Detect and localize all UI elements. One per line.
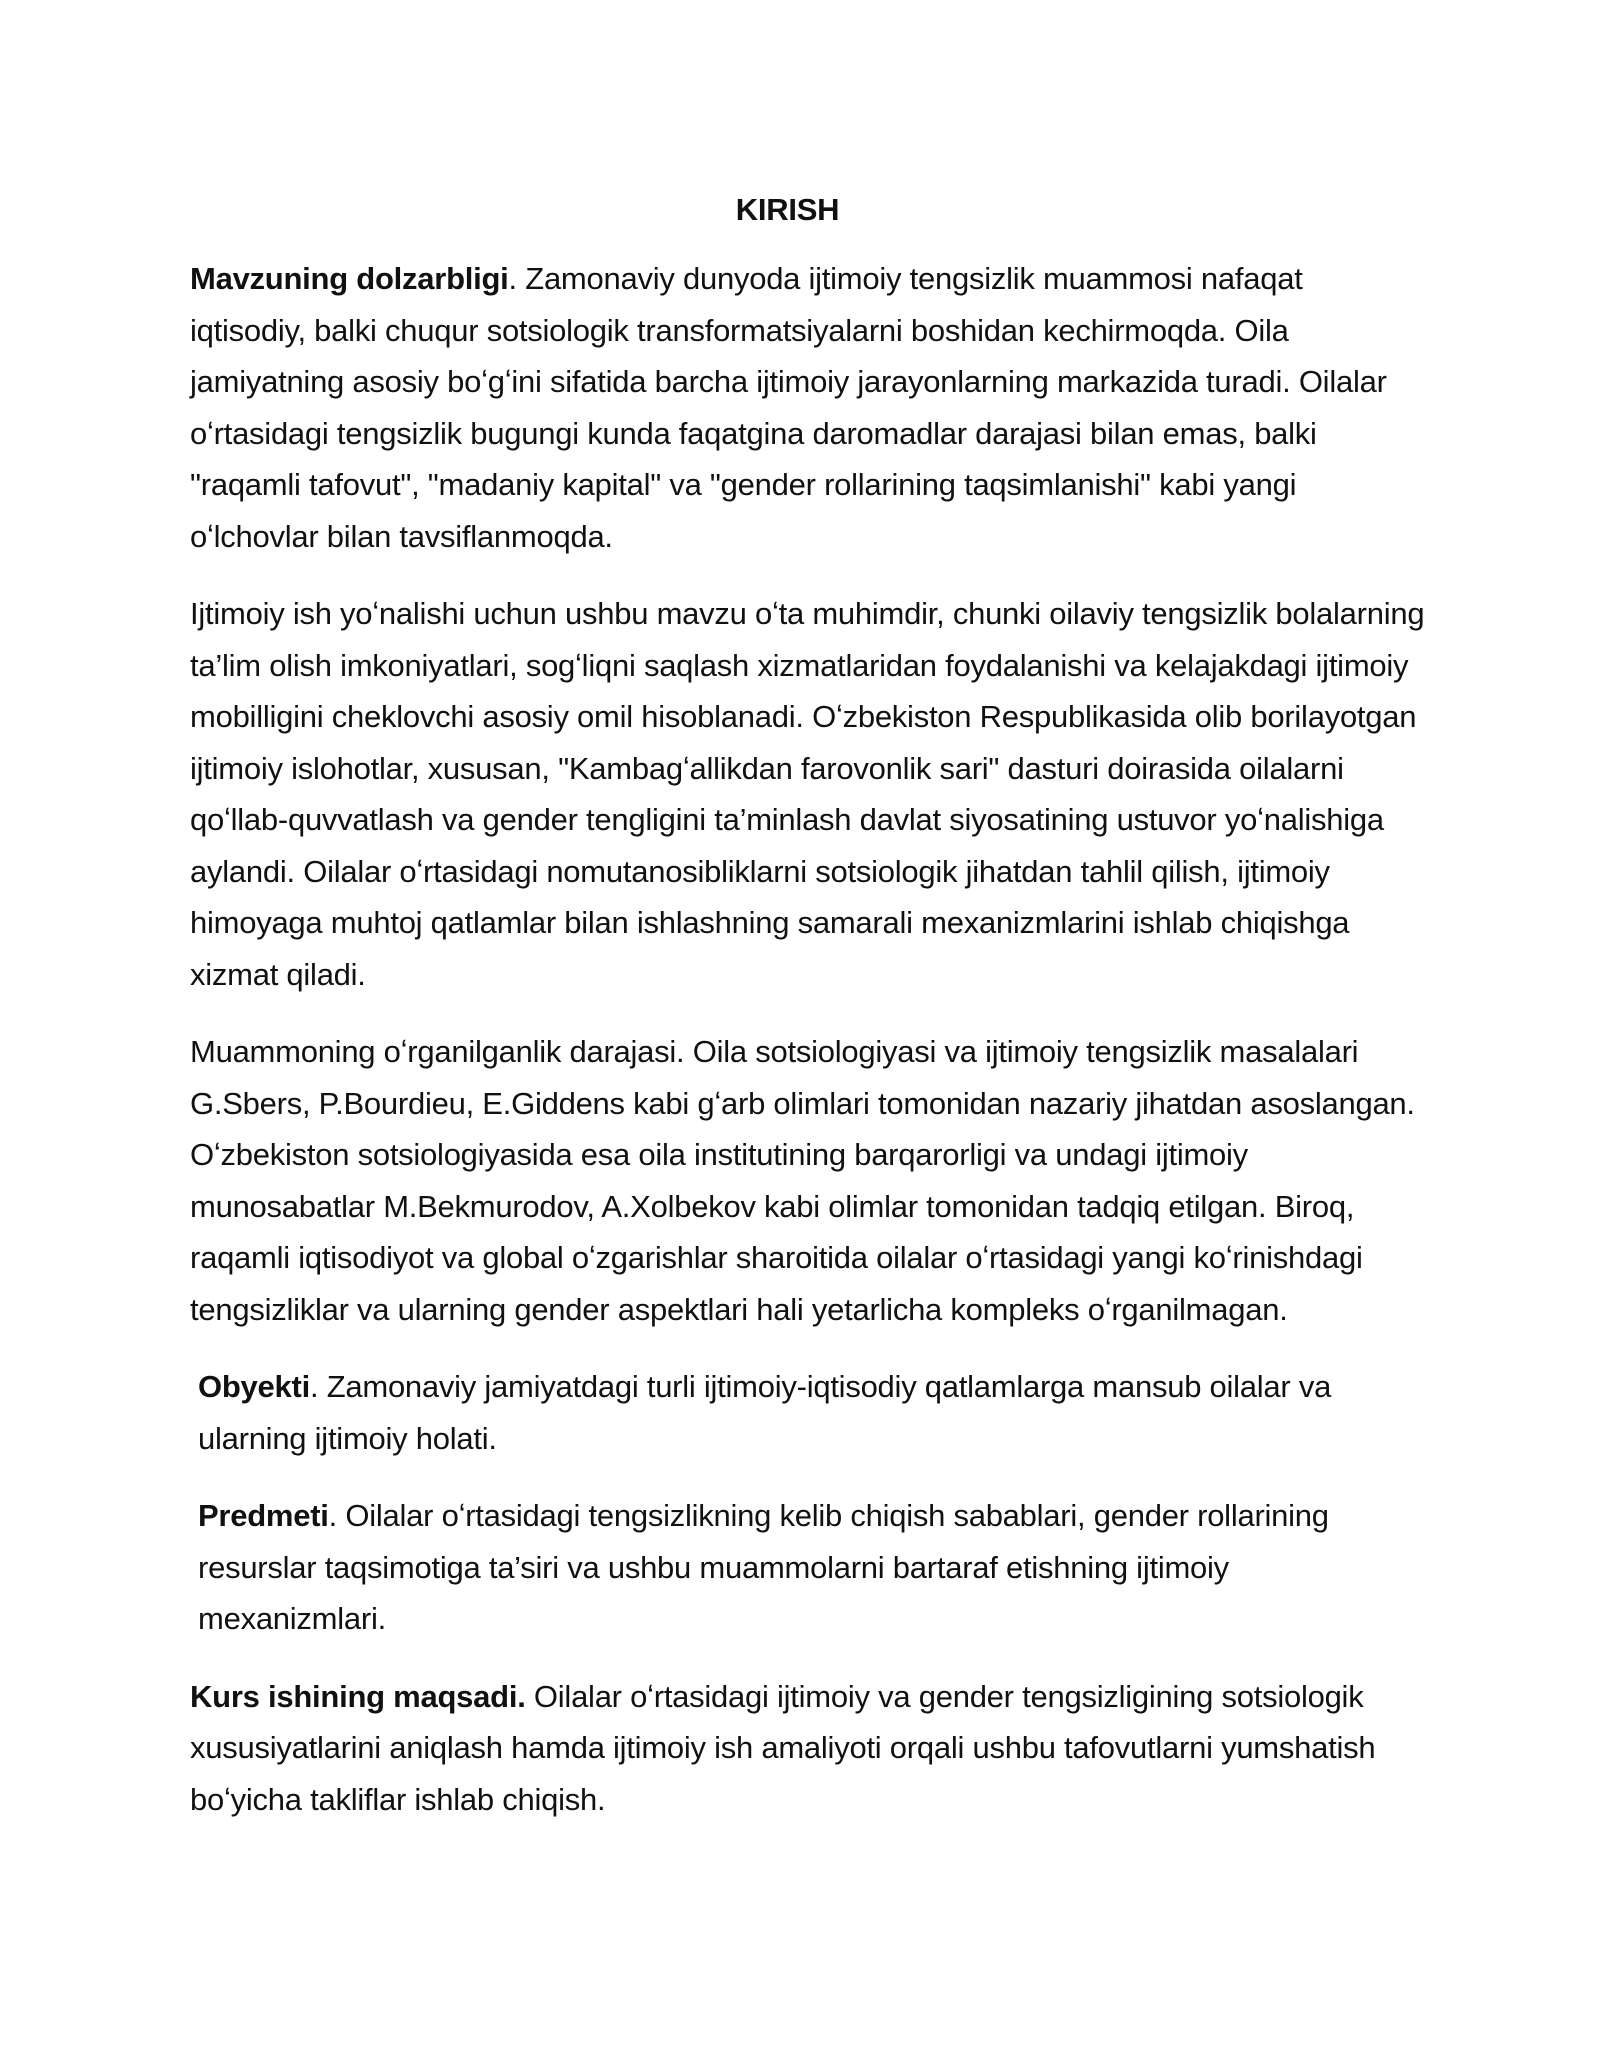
- paragraph-subject: [190, 1490, 1425, 1645]
- document-title: KIRISH: [735, 192, 840, 227]
- paragraph-relevance: [190, 253, 1425, 562]
- paragraph-research-level: [190, 1026, 1425, 1335]
- paragraph-lead: Predmeti: [198, 1498, 329, 1533]
- paragraph-text: . Zamonaviy dunyoda ijtimoiy tengsizlik muammosi nafaqat iqtisodiy, balki chuqur sotsiologik transformatsiyalarni boshidan kechirmoqda. Oila jamiyatning asosiy boʻgʻini sifatida barcha ijtimoiy jarayonlarning markazida turadi. Oilalar oʻrtasidagi tengsizlik bugungi kunda faqatgina daromadlar darajasi bilan emas, balki "raqamli tafovut", "madaniy kapital" va "gender rollarining taqsimlanishi" kabi yangi oʻlchovlar bilan tavsiflanmoqda.: [190, 261, 1387, 554]
- paragraph-lead: Kurs ishining maqsadi.: [190, 1678, 526, 1714]
- paragraph-social-work: [190, 588, 1425, 1000]
- paragraph-text: Ijtimoiy ish yoʻnalishi uchun ushbu mavzu oʻta muhimdir, chunki oilaviy tengsizlik bolalarning ta’lim olish imkoniyatlari, sogʻliqni saqlash xizmatlaridan foydalanishi va kelajakdagi ijtimoiy mobilligini cheklovchi asosiy omil hisoblanadi. Oʻzbekiston Respublikasida olib borilayotgan ijtimoiy islohotlar, xususan, "Kambagʻallikdan farovonlik sari" dasturi doirasida oilalarni qoʻllab-quvvatlash va gender tengligini ta’minlash davlat siyosatining ustuvor yoʻnalishiga aylandi. Oilalar oʻrtasidagi nomutanosibliklarni sotsiologik jihatdan tahlil qilish, ijtimoiy himoyaga muhtoj qatlamlar bilan ishlashning samarali mexanizmlarini ishlab chiqishga xizmat qiladi.: [190, 596, 1425, 992]
- paragraph-text: Muammoning oʻrganilganlik darajasi. Oila sotsiologiyasi va ijtimoiy tengsizlik masalalari G.Sbers, P.Bourdieu, E.Giddens kabi gʻarb olimlari tomonidan nazariy jihatdan asoslangan. Oʻzbekiston sotsiologiyasida esa oila institutining barqarorligi va undagi ijtimoiy munosabatlar M.Bekmurodov, A.Xolbekov kabi olimlar tomonidan tadqiq etilgan. Biroq, raqamli iqtisodiyot va global oʻzgarishlar sharoitida oilalar oʻrtasidagi yangi koʻrinishdagi tengsizliklar va ularning gender aspektlari hali yetarlicha kompleks oʻrganilmagan.: [190, 1034, 1415, 1327]
- paragraph-text: . Zamonaviy jamiyatdagi turli ijtimoiy-iqtisodiy qatlamlarga mansub oilalar va ularning ijtimoiy holati.: [198, 1369, 1332, 1456]
- document-body: [190, 190, 1425, 1851]
- paragraph-lead: Obyekti: [198, 1369, 310, 1404]
- paragraph-goal: [190, 1671, 1425, 1826]
- paragraph-text: Oilalar oʻrtasidagi ijtimoiy va gender tengsizligining sotsiologik xususiyatlarini aniqlash hamda ijtimoiy ish amaliyoti orqali ushbu tafovutlarni yumshatish boʻyicha takliflar ishlab chiqish.: [190, 1678, 1376, 1817]
- paragraph-object: [190, 1361, 1425, 1464]
- paragraph-lead: Mavzuning dolzarbligi: [190, 261, 509, 296]
- paragraph-text: . Oilalar oʻrtasidagi tengsizlikning kelib chiqish sabablari, gender rollarining resurslar taqsimotiga ta’siri va ushbu muammolarni bartaraf etishning ijtimoiy mexanizmlari.: [198, 1498, 1329, 1636]
